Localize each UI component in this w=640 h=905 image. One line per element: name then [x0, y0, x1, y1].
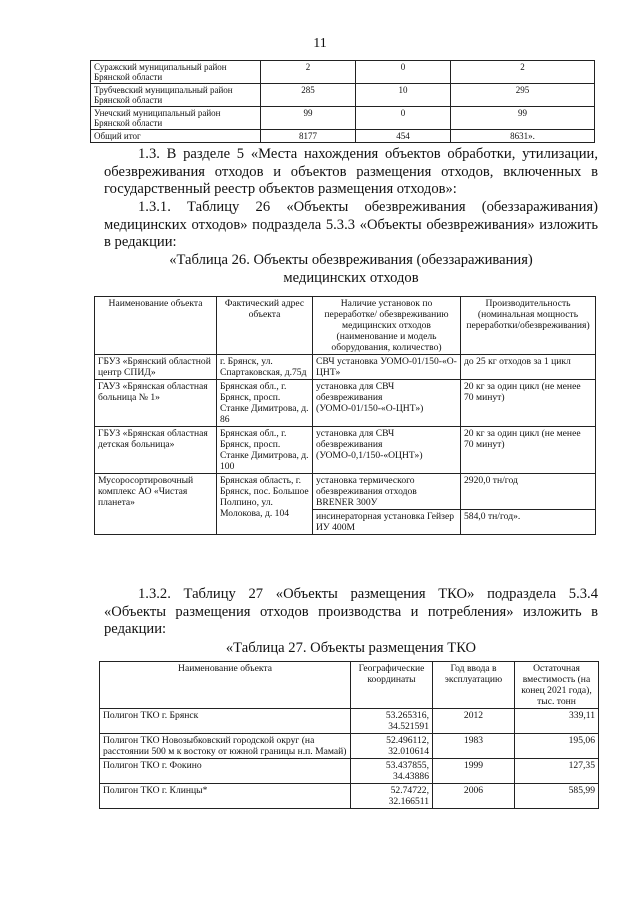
table-row: [95, 380, 596, 427]
table-row: [95, 474, 596, 510]
cell-value: 10: [356, 84, 451, 107]
cell-value: 99: [261, 107, 356, 130]
cell-value: 454: [356, 130, 451, 143]
table-row: [91, 107, 595, 130]
object-address: г. Брянск, ул. Спартаковская, д.75д: [217, 355, 313, 380]
object-name: ГБУЗ «Брянская областная детская больница»: [95, 427, 217, 474]
object-capacity: 20 кг за один цикл (не менее 70 минут): [461, 427, 596, 474]
table-row: [91, 84, 595, 107]
object-capacity: 20 кг за один цикл (не менее 70 минут): [461, 380, 596, 427]
table-row: [100, 759, 599, 784]
page-number: 11: [313, 36, 327, 51]
object-name: ГАУЗ «Брянская областная больница № 1»: [95, 380, 217, 427]
landfill-capacity: 195,06: [515, 734, 599, 759]
paragraph-1-3-2: 1.3.2. Таблицу 27 «Объекты размещения ТКО» подраздела 5.3.4 «Объекты размещения отходов производства и потребления» изложить в редакции:: [104, 586, 598, 638]
regions-table: [90, 60, 595, 143]
landfill-coords: 52.496112, 32.010614: [351, 734, 433, 759]
paragraph-1-3-1: 1.3.1. Таблицу 26 «Объекты обезвреживания (обеззараживания) медицинских отходов» подраздела 5.3.3 «Объекты обезвреживания» изложить в редакции:: [104, 199, 598, 251]
table-row: [100, 784, 599, 809]
column-header: Остаточная вместимость (на конец 2021 года), тыс. тонн: [515, 662, 599, 709]
cell-value: 0: [356, 107, 451, 130]
column-header: Наличие установок по переработке/ обезвреживанию медицинских отходов (наименование и модель оборудования, количество): [313, 297, 461, 355]
total-label: Общий итог: [91, 130, 261, 143]
landfill-coords: 52.74722, 32.166511: [351, 784, 433, 809]
object-unit: установка для СВЧ обезвреживания (УОМО-0,1/150-«ОЦНТ»): [313, 427, 461, 474]
cell-value: 2: [261, 61, 356, 84]
landfill-name: Полигон ТКО г. Фокино: [100, 759, 351, 784]
column-header: Год ввода в эксплуатацию: [433, 662, 515, 709]
table-header: [100, 662, 599, 709]
region-name: Суражский муниципальный район Брянской области: [91, 61, 261, 84]
landfill-name: Полигон ТКО г. Брянск: [100, 709, 351, 734]
object-capacity: 584,0 тн/год».: [461, 510, 596, 535]
landfill-capacity: 127,35: [515, 759, 599, 784]
landfill-year: 2012: [433, 709, 515, 734]
table-row: [100, 709, 599, 734]
column-header: Производительность (номинальная мощность переработки/обезвреживания): [461, 297, 596, 355]
object-name: ГБУЗ «Брянский областной центр СПИД»: [95, 355, 217, 380]
object-unit: установка для СВЧ обезвреживания (УОМО-01/150-«О-ЦНТ»): [313, 380, 461, 427]
landfill-year: 1999: [433, 759, 515, 784]
object-capacity: 2920,0 тн/год: [461, 474, 596, 510]
table26-title-line1: «Таблица 26. Объекты обезвреживания (обеззараживания): [169, 252, 533, 268]
cell-value: 285: [261, 84, 356, 107]
cell-value: 8177: [261, 130, 356, 143]
cell-value: 99: [451, 107, 595, 130]
landfill-year: 1983: [433, 734, 515, 759]
column-header: Фактический адрес объекта: [217, 297, 313, 355]
column-header: Наименование объекта: [100, 662, 351, 709]
table-header: [95, 297, 596, 355]
column-header: Географические координаты: [351, 662, 433, 709]
table-row: [95, 427, 596, 474]
table-row: [95, 355, 596, 380]
column-header: Наименование объекта: [95, 297, 217, 355]
cell-value: 295: [451, 84, 595, 107]
object-address: Брянская обл., г. Брянск, просп. Станке Димитрова, д. 86: [217, 380, 313, 427]
object-unit: СВЧ установка УОМО-01/150-«О-ЦНТ»: [313, 355, 461, 380]
table-row: [100, 734, 599, 759]
landfill-capacity: 585,99: [515, 784, 599, 809]
table-row: [91, 61, 595, 84]
landfill-name: Полигон ТКО г. Клинцы*: [100, 784, 351, 809]
table-27: [99, 661, 599, 809]
region-name: Трубчевский муниципальный район Брянской области: [91, 84, 261, 107]
object-unit: инсинераторная установка Гейзер ИУ 400М: [313, 510, 461, 535]
table26-title-line2: медицинских отходов: [283, 270, 419, 286]
landfill-year: 2006: [433, 784, 515, 809]
region-name: Унечский муниципальный район Брянской области: [91, 107, 261, 130]
object-address: Брянская обл., г. Брянск, просп. Станке Димитрова, д. 100: [217, 427, 313, 474]
landfill-name: Полигон ТКО Новозыбковский городской округ (на расстоянии 500 м к востоку от южной границы н.п. Мамай): [100, 734, 351, 759]
table27-title: «Таблица 27. Объекты размещения ТКО: [225, 640, 477, 656]
landfill-coords: 53.265316, 34.521591: [351, 709, 433, 734]
table-26: [94, 296, 596, 535]
paragraph-1-3: 1.3. В разделе 5 «Места нахождения объектов обработки, утилизации, обезвреживания отходов и объектов размещения отходов, включенных в государственный реестр объектов размещения отходов»:: [104, 146, 598, 198]
landfill-coords: 53.437855, 34.43886: [351, 759, 433, 784]
object-name: Мусоросортировочный комплекс АО «Чистая планета»: [95, 474, 217, 535]
cell-value: 0: [356, 61, 451, 84]
cell-value: 2: [451, 61, 595, 84]
landfill-capacity: 339,11: [515, 709, 599, 734]
object-unit: установка термического обезвреживания отходов BRENER 300У: [313, 474, 461, 510]
object-address: Брянская область, г. Брянск, пос. Большое Полпино, ул. Молокова, д. 104: [217, 474, 313, 535]
cell-value: 8631».: [451, 130, 595, 143]
table-row-total: [91, 130, 595, 143]
object-capacity: до 25 кг отходов за 1 цикл: [461, 355, 596, 380]
